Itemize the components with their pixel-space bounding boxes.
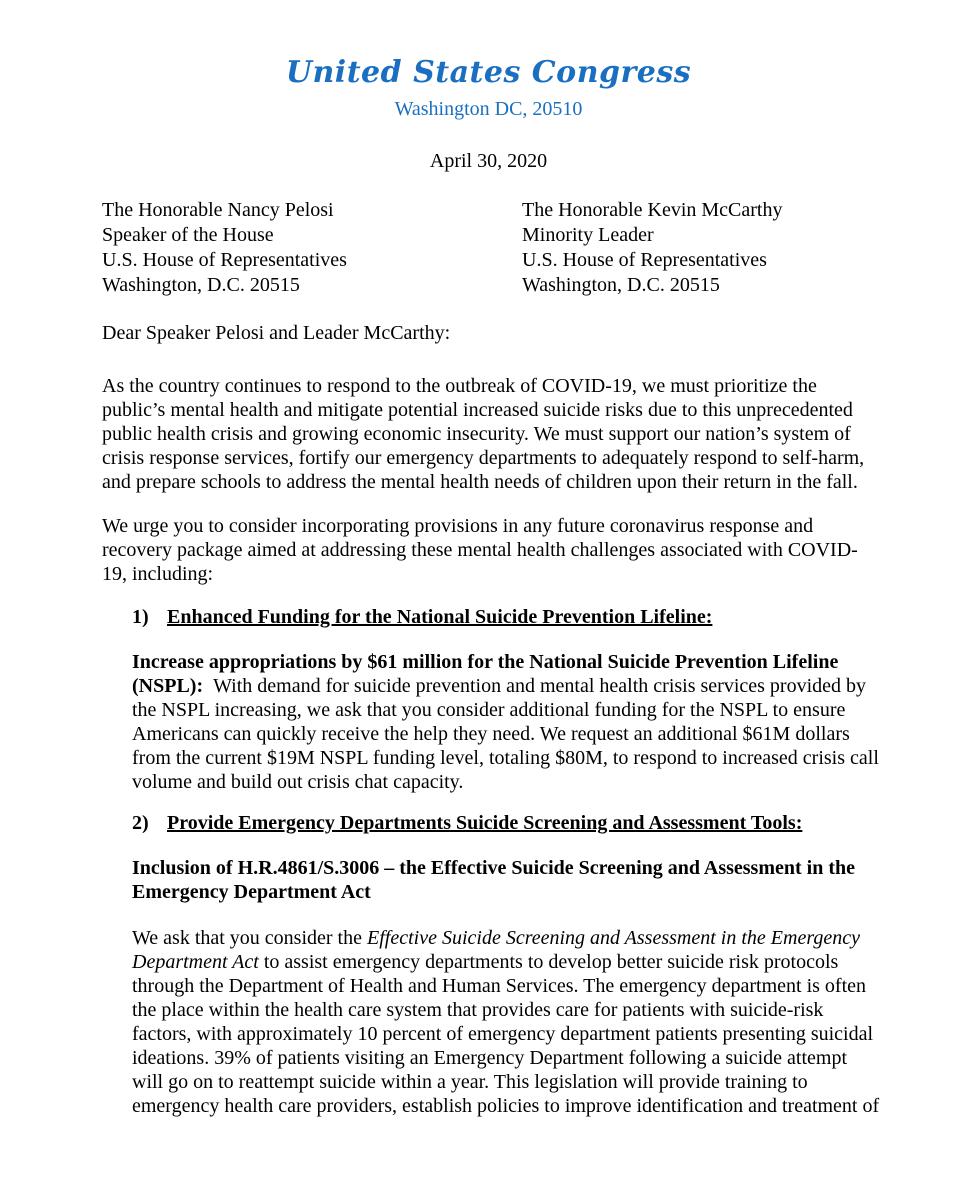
recipient-name: The Honorable Nancy Pelosi [102,199,334,221]
recipient-city: Washington, D.C. 20515 [102,274,300,296]
text-line: 19, including: [102,563,214,585]
text-line: As the country continues to respond to the outbreak of COVID-19, we must prioritize the [102,375,817,397]
text-line: from the current $19M NSPL funding level, totaling $80M, to respond to increased crisis call [132,747,879,769]
text-run: We ask that you consider the [132,927,367,949]
text-line: We urge you to consider incorporating provisions in any future coronavirus response and [102,515,814,537]
item-heading-text: Provide Emergency Departments Suicide Screening and Assessment Tools: [167,812,803,834]
recipient-office: U.S. House of Representatives [522,249,767,271]
text-line: recovery package aimed at addressing these mental health challenges associated with COVID- [102,539,858,561]
text-line [132,926,912,950]
recipient-title: Minority Leader [522,224,654,246]
text-line: ideations. 39% of patients visiting an Emergency Department following a suicide attempt [132,1047,848,1069]
text-line: factors, with approximately 10 percent of emergency department patients presenting suicidal [132,1023,874,1045]
recipient-left [102,198,347,298]
item-1-heading [132,606,712,629]
recipient-office: U.S. House of Representatives [102,249,347,271]
text-line: emergency health care providers, establish policies to improve identification and treatment of [132,1095,880,1117]
recipient-title: Speaker of the House [102,224,274,246]
text-line [132,674,912,698]
text-line: crisis response services, fortify our emergency departments to adequately respond to self-harm, [102,447,865,469]
item-2-subheading [132,856,912,904]
salutation: Dear Speaker Pelosi and Leader McCarthy: [102,322,451,344]
item-number: 1) [132,606,149,628]
paragraph-request [102,514,882,586]
text-line: through the Department of Health and Human Services. The emergency department is often [132,975,867,997]
text-line: the NSPL increasing, we ask that you consider additional funding for the NSPL to ensure [132,699,846,721]
recipient-right [522,198,782,298]
text-line: Emergency Department Act [132,881,371,903]
item-heading-text: Enhanced Funding for the National Suicide Prevention Lifeline: [167,606,713,628]
text-line: public health crisis and growing economic insecurity. We must support our nation’s system of [102,423,851,445]
text-line: and prepare schools to address the mental health needs of children upon their return in the fall. [102,471,858,493]
letter-date: April 30, 2020 [429,150,548,172]
item-number: 2) [132,812,149,834]
text-line: Inclusion of H.R.4861/S.3006 – the Effective Suicide Screening and Assessment in the [132,857,855,879]
letterhead-address: Washington DC, 20510 [394,98,583,120]
recipient-city: Washington, D.C. 20515 [522,274,720,296]
text-line [132,950,912,974]
paragraph-intro [102,374,882,494]
item-1-body [132,650,912,794]
text-line: Increase appropriations by $61 million for the National Suicide Prevention Lifeline [132,651,839,673]
text-line: will go on to reattempt suicide within a year. This legislation will provide training to [132,1071,808,1093]
text-line: Americans can quickly receive the help they need. We request an additional $61M dollars [132,723,850,745]
act-title: Effective Suicide Screening and Assessment in the Emergency [367,927,860,949]
text-line: public’s mental health and mitigate potential increased suicide risks due to this unprecedented [102,399,853,421]
text-run: to assist emergency departments to develop better suicide risk protocols [258,951,839,973]
text-line: volume and build out crisis chat capacity. [132,771,464,793]
item-2-body [132,926,912,1118]
act-title: Department Act [132,951,259,973]
letterhead-title: United States Congress [285,55,692,90]
text-line: the place within the health care system that provides care for patients with suicide-risk [132,999,824,1021]
bold-lead: (NSPL): [132,675,204,697]
text-run: With demand for suicide prevention and mental health crisis services provided by [213,675,866,697]
item-2-heading [132,812,802,835]
recipient-name: The Honorable Kevin McCarthy [522,199,783,221]
